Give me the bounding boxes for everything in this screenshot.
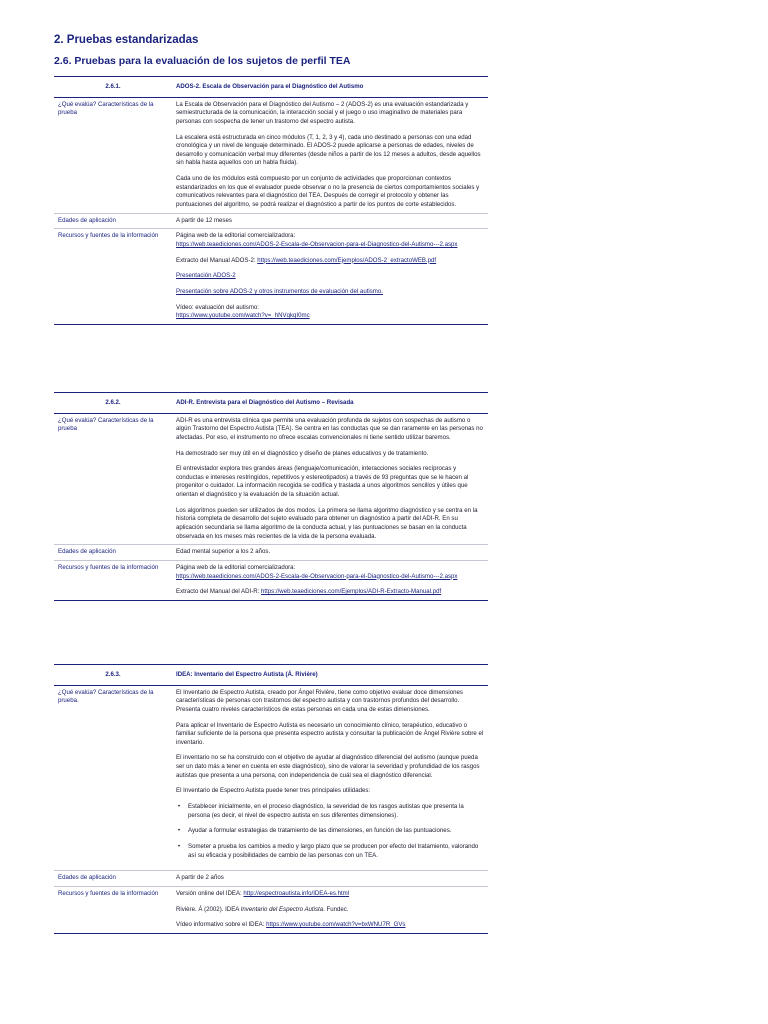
paragraph: La escalera está estructurada en cinco módulos (T, 1, 2, 3 y 4), cada uno destinado a personas con una edad cronológica y un nivel de lenguaje determinado. El ADOS-2 puede aplicarse a personas de edades, niveles de desarrollo y comunicación verbal muy diferentes (desde niños a partir de los 12 meses a adultos, desde aquellos sin habla hasta aquellos con un habla fluida). — [176, 133, 481, 167]
row-label: ¿Qué evalúa? Características de la prueba — [54, 413, 172, 545]
row-content: Edad mental superior a los 2 años. — [172, 545, 488, 561]
resource-item — [176, 906, 484, 915]
resource-text: Vídeo: evaluación del autismo: — [176, 303, 259, 311]
table-title: IDEA: Inventario del Espectro Autista (Á. Rivière) — [172, 665, 488, 686]
row-content — [172, 560, 488, 600]
row-label: Edades de aplicación — [54, 871, 172, 887]
resource-item — [176, 232, 484, 249]
paragraph: Cada uno de los módulos está compuesto por un conjunto de actividades que proporcionan contextos estandarizados en los que el evaluador puede observar o no la presencia de ciertos comportamientos sociales y comunicativos relevantes para el diagnóstico del TEA. Después de corregir el protocolo y obtener las puntuaciones del algoritmo, se podrá realizar el diagnóstico a partir de los puntos de corte establecidos. — [176, 175, 480, 209]
bullet-item: • Ayudar a formular estrategias de tratamiento de las dimensiones, en función de las puntuaciones. — [188, 827, 484, 836]
paragraph: El inventario no se ha construido con el objetivo de ayudar al diagnóstico diferencial del autismo (aunque pueda ser un dato más a tener en cuenta en este diagnóstico), sino de valorar la severidad y profundidad de los rasgos autistas que presenta a una persona, con independencia de cuál sea el diagnóstico diferencial. — [176, 754, 480, 779]
resource-link[interactable]: https://web.teaediciones.com/ADOS-2-Escala-de-Observacion-para-el-Diagnostico-del-Autismo---2.aspx — [176, 240, 458, 248]
row-label: ¿Qué evalúa? Características de la prueba. — [54, 685, 172, 871]
reference-author: Rivière. Á (2002). IDEA — [176, 905, 241, 913]
row-content — [172, 886, 488, 933]
subsection-title: 2.6. Pruebas para la evaluación de los sujetos de perfil TEA — [54, 55, 351, 67]
resource-item — [176, 257, 484, 266]
resource-link[interactable]: http://espectroautista.info/IDEA-es.html — [243, 889, 350, 897]
row-label: Edades de aplicación — [54, 545, 172, 561]
paragraph: El Inventario de Espectro Autista puede tener tres principales utilidades: — [176, 787, 371, 795]
table-row-recursos — [54, 560, 488, 600]
paragraph: El Inventario de Espectro Autista, creado por Ángel Rivière, tiene como objetivo evaluar doce dimensiones características de personas con trastornos del espectro autista y con trastornos profundos del desarrollo. Presenta cuatro niveles característicos de estas personas en cada una de estas dimensiones. — [176, 688, 463, 713]
bullet-list — [176, 803, 484, 860]
table-row-edades — [54, 213, 488, 229]
row-content — [172, 97, 488, 213]
resource-text: Extracto del Manual ADOS-2: — [176, 256, 258, 264]
resource-text: Extracto del Manual del ADI-R: — [176, 588, 262, 596]
bullet-item: • Establecer inicialmente, en el proceso diagnóstico, la severidad de los rasgos autistas que presenta la persona (es decir, el nivel de espectro autista en sus diferentes dimensiones). — [188, 803, 484, 820]
table-row-evalua — [54, 97, 488, 213]
table-row-evalua — [54, 413, 488, 545]
resource-text: Página web de la editorial comercializadora: — [176, 563, 296, 571]
table-number: 2.6.3. — [54, 665, 172, 686]
table-idea — [54, 664, 488, 934]
reference-title: Inventario del Espectro Autista — [240, 905, 324, 913]
row-label: Recursos y fuentes de la información — [58, 889, 159, 897]
resource-link[interactable]: https://www.youtube.com/watch?v=_hNVqkqI0mc — [176, 312, 310, 320]
bullet-item: • Someter a prueba los cambios a medio y largo plazo que se producen por efecto del tratamiento, valorando así su eficacia y posibilidades de cambio de las personas con un TEA. — [188, 843, 484, 860]
table-header-row — [54, 665, 488, 686]
resource-link[interactable]: https://web.teaediciones.com/ADOS-2-Escala-de-Observacion-para-el-Diagnostico-del-Autismo---2.aspx — [176, 572, 458, 580]
table-title: ADI-R. Entrevista para el Diagnóstico del Autismo – Revisada — [172, 393, 488, 414]
table-row-edades — [54, 545, 488, 561]
resource-item — [176, 304, 484, 321]
row-label: ¿Qué evalúa? Características de la prueba — [54, 97, 172, 213]
table-adi-r — [54, 392, 488, 601]
reference-publisher: . Fundec. — [323, 905, 349, 913]
resource-link[interactable]: Presentación ADOS-2 — [176, 272, 236, 280]
resource-item — [176, 588, 484, 597]
resource-link[interactable]: Presentación sobre ADOS-2 y otros instrumentos de evaluación del autismo. — [176, 287, 383, 295]
resource-link[interactable]: https://web.teaediciones.com/Ejemplos/ADI-R-Extracto-Manual.pdf — [261, 588, 442, 596]
table-number: 2.6.2. — [54, 393, 172, 414]
resource-text: Página web de la editorial comercializadora: — [176, 232, 296, 240]
resource-item — [176, 272, 484, 281]
section-title: 2. Pruebas estandarizadas — [54, 34, 199, 46]
resource-link[interactable]: https://web.teaediciones.com/Ejemplos/ADOS-2_extractoWEB.pdf — [257, 256, 437, 264]
resource-link[interactable]: https://www.youtube.com/watch?v=bxWNU7R_GVs — [266, 921, 406, 929]
table-row-recursos — [54, 229, 488, 324]
row-content: A partir de 2 años — [172, 871, 488, 887]
paragraph: Los algoritmos pueden ser utilizados de dos modos. La primera se llama algoritmo diagnóstico y se centra en la historia completa de desarrollo del sujeto evaluado para obtener un diagnóstico a partir del ADI-R. En su aplicación secundaria se llama algoritmo de la conducta actual, y las puntuaciones se basan en la conducta observada en los meses más recientes de la vida de la persona evaluada. — [176, 506, 478, 540]
row-label: Recursos y fuentes de la información — [58, 563, 159, 571]
row-content — [172, 685, 488, 871]
paragraph: El entrevistador explora tres grandes áreas (lenguaje/comunicación, interacciones sociales recíprocas y conductas e intereses restringidos, repetitivos y estereotipados) a través de 93 preguntas que se le hacen al progenitor o cuidador. La información recogida se codifica y traslada a unos algoritmos sencillos y útiles que orientan el diagnóstico y la evaluación de la situación actual. — [176, 465, 469, 499]
row-label: Recursos y fuentes de la información — [58, 232, 159, 240]
paragraph: Para aplicar el Inventario de Espectro Autista es necesario un conocimiento clínico, terapéutico, educativo o familiar suficiente de la persona que presenta espectro autista y consultar la publicación de Ángel Rivière sobre el inventario. — [176, 721, 484, 746]
resource-item — [176, 288, 484, 297]
table-title: ADOS-2. Escala de Observación para el Diagnóstico del Autismo — [172, 77, 488, 98]
row-label: Edades de aplicación — [54, 213, 172, 229]
resource-text: Versión online del IDEA: — [176, 889, 244, 897]
paragraph: La Escala de Observación para el Diagnóstico del Autismo – 2 (ADOS-2) es una evaluación estandarizada y semiestructurada de la comunicación, la interacción social y el juego o uso imaginativo de materiales para personas con sospecha de tener un trastorno del espectro autista. — [176, 100, 469, 125]
table-header-row — [54, 393, 488, 414]
paragraph: Ha demostrado ser muy útil en el diagnóstico y diseño de planes educativos y de tratamiento. — [176, 449, 429, 457]
row-content — [172, 229, 488, 324]
table-row-edades — [54, 871, 488, 887]
resource-item — [176, 921, 484, 930]
resource-item — [176, 890, 484, 899]
table-number: 2.6.1. — [54, 77, 172, 98]
resource-item — [176, 564, 484, 581]
resource-text: Vídeo informativo sobre el IDEA: — [176, 921, 267, 929]
table-row-recursos — [54, 886, 488, 933]
table-header-row — [54, 77, 488, 98]
row-content: A partir de 12 meses — [172, 213, 488, 229]
table-ados-2 — [54, 76, 488, 325]
table-row-evalua — [54, 685, 488, 871]
paragraph: ADI-R es una entrevista clínica que permite una evaluación profunda de sujetos con sospechas de autismo o algún Trastorno del Espectro Autista (TEA). Se centra en las conductas que se dan raramente en las personas no afectadas. Por eso, el instrumento no ofrece escalas convencionales ni tiene sentido utilizar baremos. — [176, 416, 483, 441]
row-content — [172, 413, 488, 545]
